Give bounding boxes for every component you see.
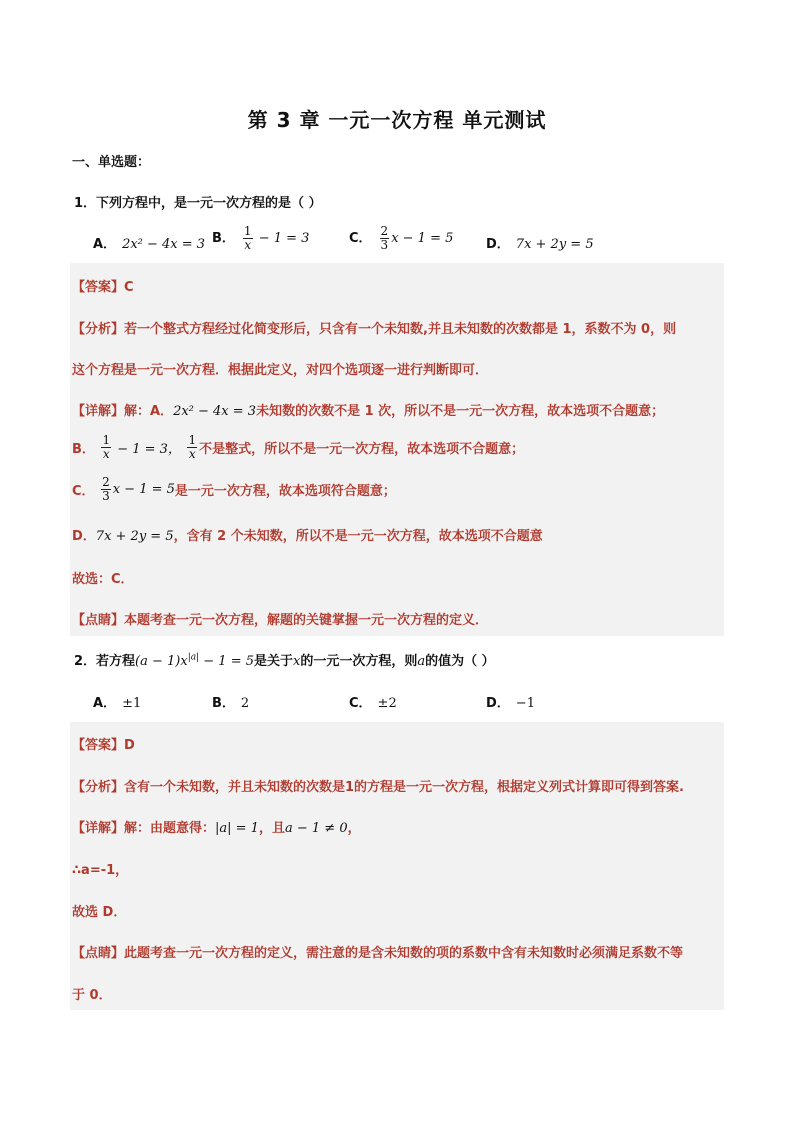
q1-option-c-fraction: $\frac{2}{3}$ [380,224,389,252]
q1-choose: 故选：C． [72,572,134,587]
q2-option-d: D． −1 [486,696,535,711]
q2-choose: 故选 D． [72,905,127,920]
q2-answer: 【答案】D [72,738,135,753]
q2-option-c-value: ±2 [377,696,397,711]
q1-comment: 【点睛】本题考查一元一次方程，解题的关键掌握一元一次方程的定义． [72,613,489,628]
q1-detail-b-fraction: $\frac{1}{x}$ [102,433,111,461]
q1-analysis-line2: 这个方程是一元一次方程．根据此定义，对四个选项逐一进行判断即可． [72,363,489,378]
q1-option-a-label: A． [93,237,117,252]
q1-option-b-fraction: $\frac{1}{x}$ [243,224,252,252]
page-title: 第 3 章 一元一次方程 单元测试 [247,108,547,132]
q1-option-d [486,233,594,252]
q1-option-a-expr: 2x² − 4x = 3 [122,237,206,252]
q1-answer: 【答案】C [72,280,134,295]
q1-option-d-label: D． [486,237,510,252]
q2-therefore: ∴a=-1， [72,863,129,878]
q2-detail-expr2: a − 1 ≠ 0 [284,821,348,836]
q1-option-c [349,225,453,252]
q1-option-a [93,233,205,252]
q2-comment-line2: 于 0． [72,988,112,1003]
q1-analysis-line1: 【分析】若一个整式方程经过化简变形后，只含有一个未知数,并且未知数的次数都是 1，系数不为 0，则 [72,322,677,337]
q2-option-b: B． 2 [212,696,250,711]
q1-detail-d-expr: 7x + 2y = 5 [95,529,174,544]
q1-option-c-tail: x − 1 = 5 [391,231,454,246]
q2-detail-expr1: |a| = 1 [215,821,259,836]
section-heading: 一、单选题： [72,155,151,170]
q1-option-d-expr: 7x + 2y = 5 [515,237,594,252]
q2-stem-expr: (a − 1)x [135,654,188,669]
q2-option-c: C． ±2 [349,696,397,711]
q1-option-b-label: B． [212,231,235,246]
q1-option-c-label: C． [349,231,372,246]
q1-option-b-tail: − 1 = 3 [254,231,310,246]
q2-analysis: 【分析】含有一个未知数，并且未知数的次数是1的方程是一元一次方程，根据定义列式计算即可得到答案. [72,780,684,795]
q2-comment-line1: 【点睛】此题考查一元一次方程的定义，需注意的是含未知数的项的系数中含有未知数时必须满足系数不等 [72,946,684,961]
q1-option-b [212,225,309,252]
q2-option-b-value: 2 [240,696,250,711]
q1-detail-b-fraction2: $\frac{1}{x}$ [188,433,197,461]
q1-detail-c-fraction: $\frac{2}{3}$ [102,475,110,503]
q1-stem: 1．下列方程中，是一元一次方程的是（ ） [74,196,322,211]
q1-detail-a: 【详解】解：A．2x² − 4x = 3未知数的次数不是 1 次，所以不是一元一次方程，故本选项不合题意； [72,404,665,419]
q1-detail-a-expr: 2x² − 4x = 3 [173,404,257,419]
q1-detail-d: D．7x + 2y = 5，含有 2 个未知数，所以不是一元一次方程，故本选项不合题意 [72,529,543,544]
q1-detail-c: C． $\frac{2}{3}$ x − 1 = 5是一元一次方程，故本选项符合题意； [72,475,396,503]
q2-detail: 【详解】解：由题意得：|a| = 1，且a − 1 ≠ 0， [72,821,361,836]
q2-answer-panel [70,722,724,1010]
q2-option-a-value: ±1 [122,696,142,711]
q2-stem: 2．若方程$(a - 1)x^{|a|} - 1 = 5$是关于x的一元一次方程，则a的值为（ ） [74,652,495,669]
q1-detail-b: B． $\frac{1}{x}$ − 1 = 3， $\frac{1}{x}$ 不是整式，所以不是一元一次方程，故本选项不合题意； [72,433,525,461]
q2-option-a: A． ±1 [93,696,142,711]
q2-option-d-value: −1 [515,696,535,711]
